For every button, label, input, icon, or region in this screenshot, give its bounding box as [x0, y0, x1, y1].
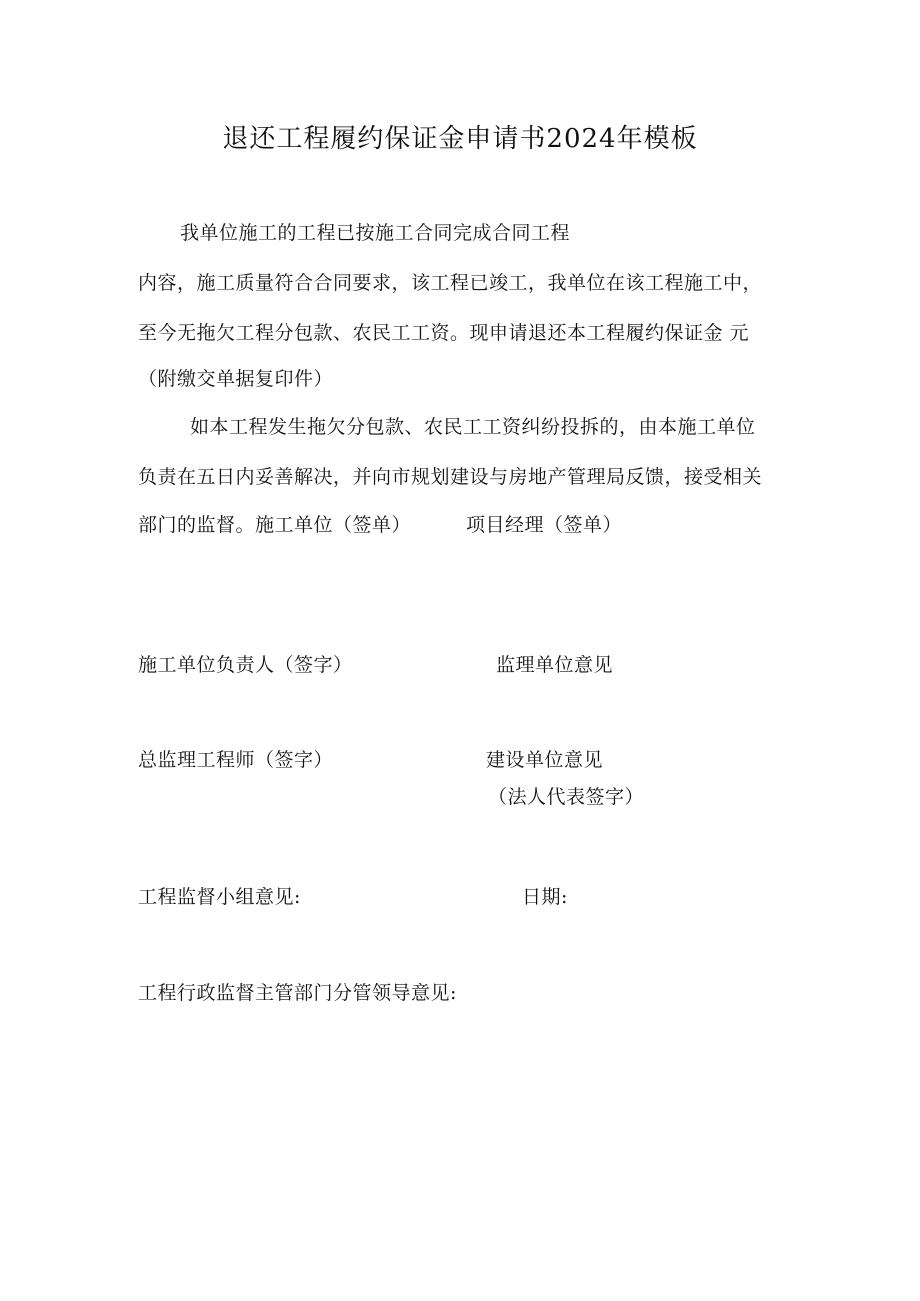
paragraph1-line4: （附缴交单据复印件）	[138, 368, 334, 390]
legal-rep-signature-label: （法人代表签字）	[488, 786, 645, 808]
paragraph2-line2: 负责在五日内妥善解决，并向市规划建设与房地产管理局反馈，接受相关	[138, 466, 763, 488]
paragraph2-line3-contractor-sign: 部门的监督。施工单位（签单）	[138, 514, 412, 536]
supervision-group-opinion-label: 工程监督小组意见:	[138, 886, 301, 908]
paragraph1-line1: 我单位施工的工程已按施工合同完成合同工程	[180, 222, 571, 244]
supervision-opinion-label: 监理单位意见	[496, 654, 614, 676]
paragraph2-line3-pm-sign: 项目经理（签单）	[466, 514, 623, 536]
document-title: 退还工程履约保证金申请书2024年模板	[222, 124, 698, 154]
date-label: 日期:	[522, 886, 568, 908]
owner-opinion-label: 建设单位意见	[486, 749, 604, 771]
chief-supervisor-signature-label: 总监理工程师（签字）	[138, 749, 334, 771]
paragraph2-line1: 如本工程发生拖欠分包款、农民工工资纠纷投拆的，由本施工单位	[190, 416, 756, 438]
contractor-head-signature-label: 施工单位负责人（签字）	[138, 654, 353, 676]
admin-leader-opinion-label: 工程行政监督主管部门分管领导意见:	[138, 982, 457, 1004]
paragraph1-line3: 至今无拖欠工程分包款、农民工工资。现申请退还本工程履约保证金 元	[138, 322, 750, 344]
paragraph1-line2: 内容，施工质量符合合同要求，该工程已竣工，我单位在该工程施工中，	[138, 272, 763, 294]
